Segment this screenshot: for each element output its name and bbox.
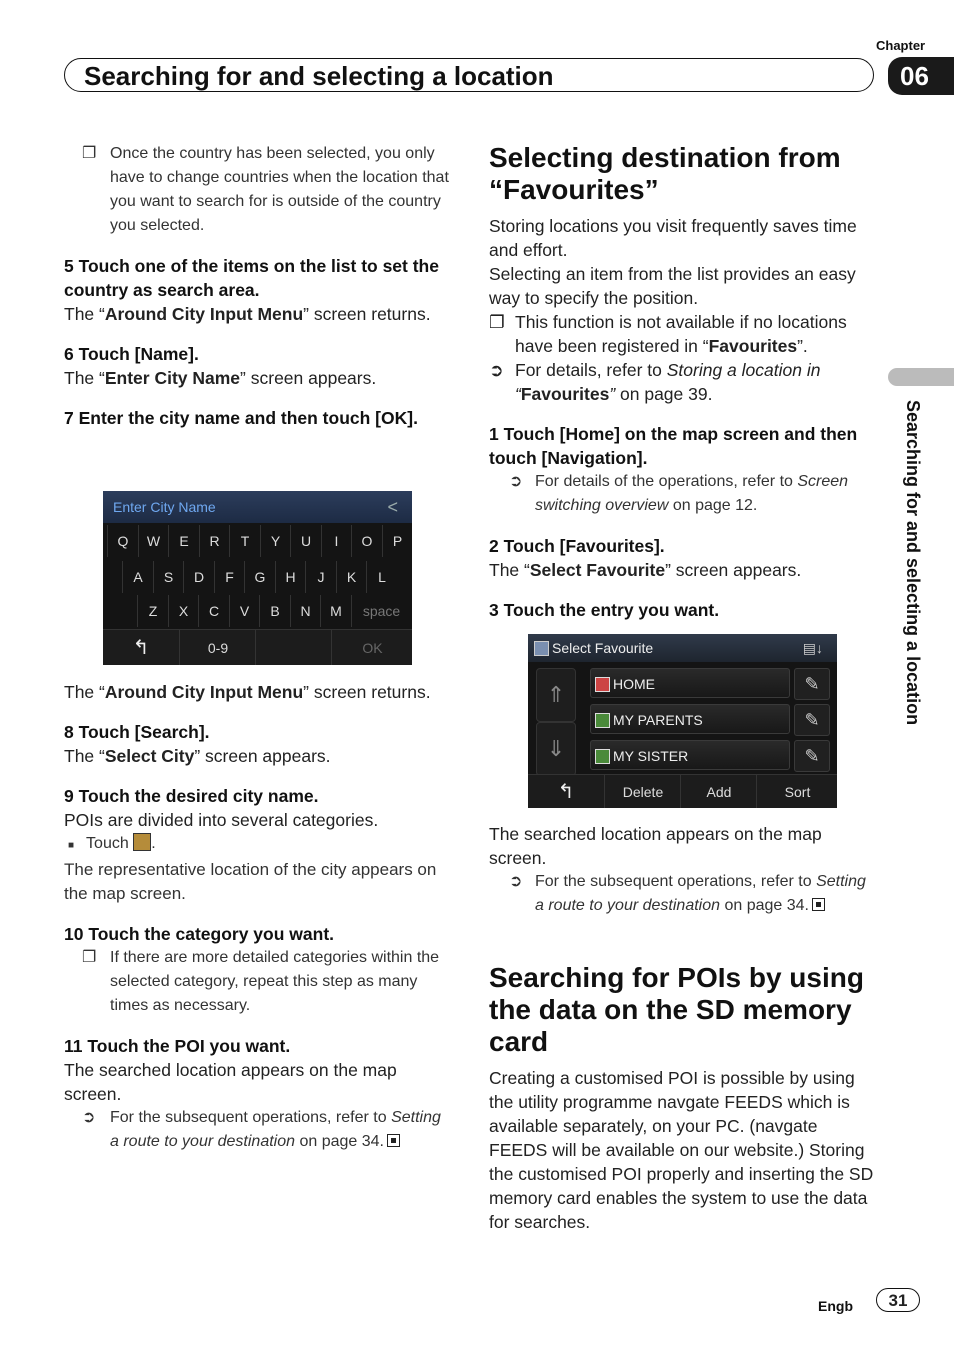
edit-my-parents-button[interactable]: ✎ <box>794 704 830 736</box>
key-j[interactable]: J <box>305 561 336 593</box>
step-5-title: 5 Touch one of the items on the list to set the country as search area. <box>64 256 439 300</box>
num-key[interactable]: 0-9 <box>179 630 256 665</box>
enter-city-name-screen <box>103 491 412 665</box>
arrow-icon: ➲ <box>489 360 504 380</box>
step-11-ref: ➲ For the subsequent operations, refer to Setting a route to your destination on page 34. <box>64 1106 454 1154</box>
add-button[interactable]: Add <box>680 775 757 808</box>
right-column-2 <box>489 822 875 1234</box>
step-8-text: The “Select City” screen appears. <box>64 746 331 766</box>
key-m[interactable]: M <box>320 595 351 627</box>
favourite-bottom-bar <box>528 774 837 808</box>
step-5-text: The “Around City Input Menu” screen returns. <box>64 304 431 324</box>
step-10-note: ❐ If there are more detailed categories within the selected category, repeat this step as many times as necessary. <box>64 946 454 1018</box>
r-step-2-title: 2 Touch [Favourites]. <box>489 536 665 556</box>
home-icon <box>595 677 610 692</box>
arrow-icon: ➲ <box>509 873 523 890</box>
left-column <box>64 142 454 430</box>
space-key[interactable]: space <box>351 595 412 627</box>
key-s[interactable]: S <box>153 561 184 593</box>
r-step-2-text: The “Select Favourite” screen appears. <box>489 560 802 580</box>
key-x[interactable]: X <box>168 595 199 627</box>
edit-home-button[interactable]: ✎ <box>794 668 830 700</box>
heading-poi: Searching for POIs by using the data on the SD memory card <box>489 962 864 1057</box>
key-i[interactable]: I <box>321 525 352 557</box>
arrow-icon: ➲ <box>509 473 523 490</box>
step-9-bullet: ■ Touch . <box>68 835 156 852</box>
key-f[interactable]: F <box>214 561 245 593</box>
scroll-down-button[interactable]: ⇓ <box>536 722 576 776</box>
footer-language: Engb <box>818 1298 853 1314</box>
key-n[interactable]: N <box>290 595 321 627</box>
key-b[interactable]: B <box>259 595 290 627</box>
step-11-title: 11 Touch the POI you want. <box>64 1036 291 1056</box>
delete-button[interactable]: Delete <box>604 775 681 808</box>
side-title: Searching for and selecting a location <box>903 400 923 726</box>
step-8-title: 8 Touch [Search]. <box>64 722 210 742</box>
fav-note: ❐ This function is not available if no locations have been registered in “Favourites”. <box>489 312 847 356</box>
key-d[interactable]: D <box>183 561 214 593</box>
key-g[interactable]: G <box>244 561 275 593</box>
key-w[interactable]: W <box>138 525 169 557</box>
step-9-text: POIs are divided into several categories. <box>64 810 379 830</box>
r-step-1-title: 1 Touch [Home] on the map screen and then touch [Navigation]. <box>489 424 858 468</box>
edit-my-sister-button[interactable]: ✎ <box>794 740 830 772</box>
location-icon <box>595 713 610 728</box>
return-icon[interactable]: ↰ <box>557 781 575 803</box>
key-t[interactable]: T <box>229 525 260 557</box>
key-p[interactable]: P <box>382 525 413 557</box>
favourite-item-home[interactable]: HOME <box>590 668 790 698</box>
step-9-title: 9 Touch the desired city name. <box>64 786 319 806</box>
step-11-text: The searched location appears on the map screen. <box>64 1060 397 1104</box>
side-tab <box>888 368 954 386</box>
right-column <box>489 142 875 622</box>
chapter-label: Chapter <box>876 38 926 53</box>
sd-card-icon[interactable]: ▤↓ <box>802 640 823 656</box>
step-6-text: The “Enter City Name” screen appears. <box>64 368 377 388</box>
map-icon <box>133 833 151 851</box>
keyboard-title: Enter City Name <box>113 499 216 515</box>
favourite-item-my-sister[interactable]: MY SISTER <box>590 740 790 770</box>
favourite-item-my-parents[interactable]: MY PARENTS <box>590 704 790 734</box>
r-step-3-ref: ➲ For the subsequent operations, refer to Setting a route to your destination on page 34. <box>489 870 875 918</box>
key-c[interactable]: C <box>198 595 229 627</box>
note-box-icon: ❐ <box>82 145 97 162</box>
arrow-icon: ➲ <box>82 1109 96 1126</box>
r-step-1-ref: ➲ For details of the operations, refer to Screen switching overview on page 12. <box>489 470 875 518</box>
key-k[interactable]: K <box>336 561 367 593</box>
sort-button[interactable]: Sort <box>756 775 837 808</box>
backspace-button[interactable]: < <box>387 497 398 517</box>
step-9-text-2: The representative location of the city appears on the map screen. <box>64 860 437 903</box>
location-icon <box>595 749 610 764</box>
key-a[interactable]: A <box>122 561 153 593</box>
key-y[interactable]: Y <box>260 525 291 557</box>
favourite-title-bar <box>528 634 837 662</box>
note-country: ❐ Once the country has been selected, you only have to change countries when the location that you want to search for is outside of the country you selected. <box>64 142 454 238</box>
r-step-3-text: The searched location appears on the map screen. <box>489 824 822 868</box>
heading-favourites: Selecting destination from “Favourites” <box>489 142 841 205</box>
page-number: 31 <box>876 1288 920 1312</box>
keyboard-title-bar <box>103 491 412 523</box>
page-title: Searching for and selecting a location <box>84 61 554 91</box>
poi-text: Creating a customised POI is possible by using the utility programme navgate FEEDS which is available separately, on your PC. (navgate FEEDS will be available on our website.) Storing the customised POI properly and inserting the SD memory card enables the system to use the data for searches. <box>489 1068 874 1232</box>
end-mark-icon <box>812 898 825 911</box>
r-step-3-title: 3 Touch the entry you want. <box>489 600 720 620</box>
favourite-folder-icon <box>534 641 549 656</box>
key-z[interactable]: Z <box>137 595 168 627</box>
chapter-number: 06 <box>888 57 954 95</box>
left-column-2 <box>64 680 454 1154</box>
favourite-title: Select Favourite <box>552 640 654 656</box>
select-favourite-screen <box>528 634 837 808</box>
return-icon[interactable]: ↰ <box>132 637 150 659</box>
key-u[interactable]: U <box>290 525 321 557</box>
blank-key <box>255 630 332 665</box>
ok-button[interactable]: OK <box>331 630 412 665</box>
step-10-title: 10 Touch the category you want. <box>64 924 335 944</box>
note-box-icon: ❐ <box>82 949 97 966</box>
fav-para-1: Storing locations you visit frequently saves time and effort. <box>489 216 857 260</box>
keyboard-bottom-bar <box>103 629 412 665</box>
key-e[interactable]: E <box>168 525 199 557</box>
scroll-up-button[interactable]: ⇑ <box>536 668 576 722</box>
step-7-title: 7 Enter the city name and then touch [OK]. <box>64 408 418 428</box>
key-r[interactable]: R <box>199 525 230 557</box>
key-l[interactable]: L <box>366 561 397 593</box>
note-box-icon: ❐ <box>489 312 505 332</box>
key-q[interactable]: Q <box>107 525 138 557</box>
key-v[interactable]: V <box>229 595 260 627</box>
key-o[interactable]: O <box>351 525 382 557</box>
step-6-title: 6 Touch [Name]. <box>64 344 199 364</box>
step-7-text: The “Around City Input Menu” screen returns. <box>64 682 431 702</box>
end-mark-icon <box>387 1134 400 1147</box>
key-h[interactable]: H <box>275 561 306 593</box>
fav-ref: ➲ For details, refer to Storing a location in “Favourites” on page 39. <box>489 360 821 404</box>
fav-para-2: Selecting an item from the list provides an easy way to specify the position. <box>489 264 856 308</box>
